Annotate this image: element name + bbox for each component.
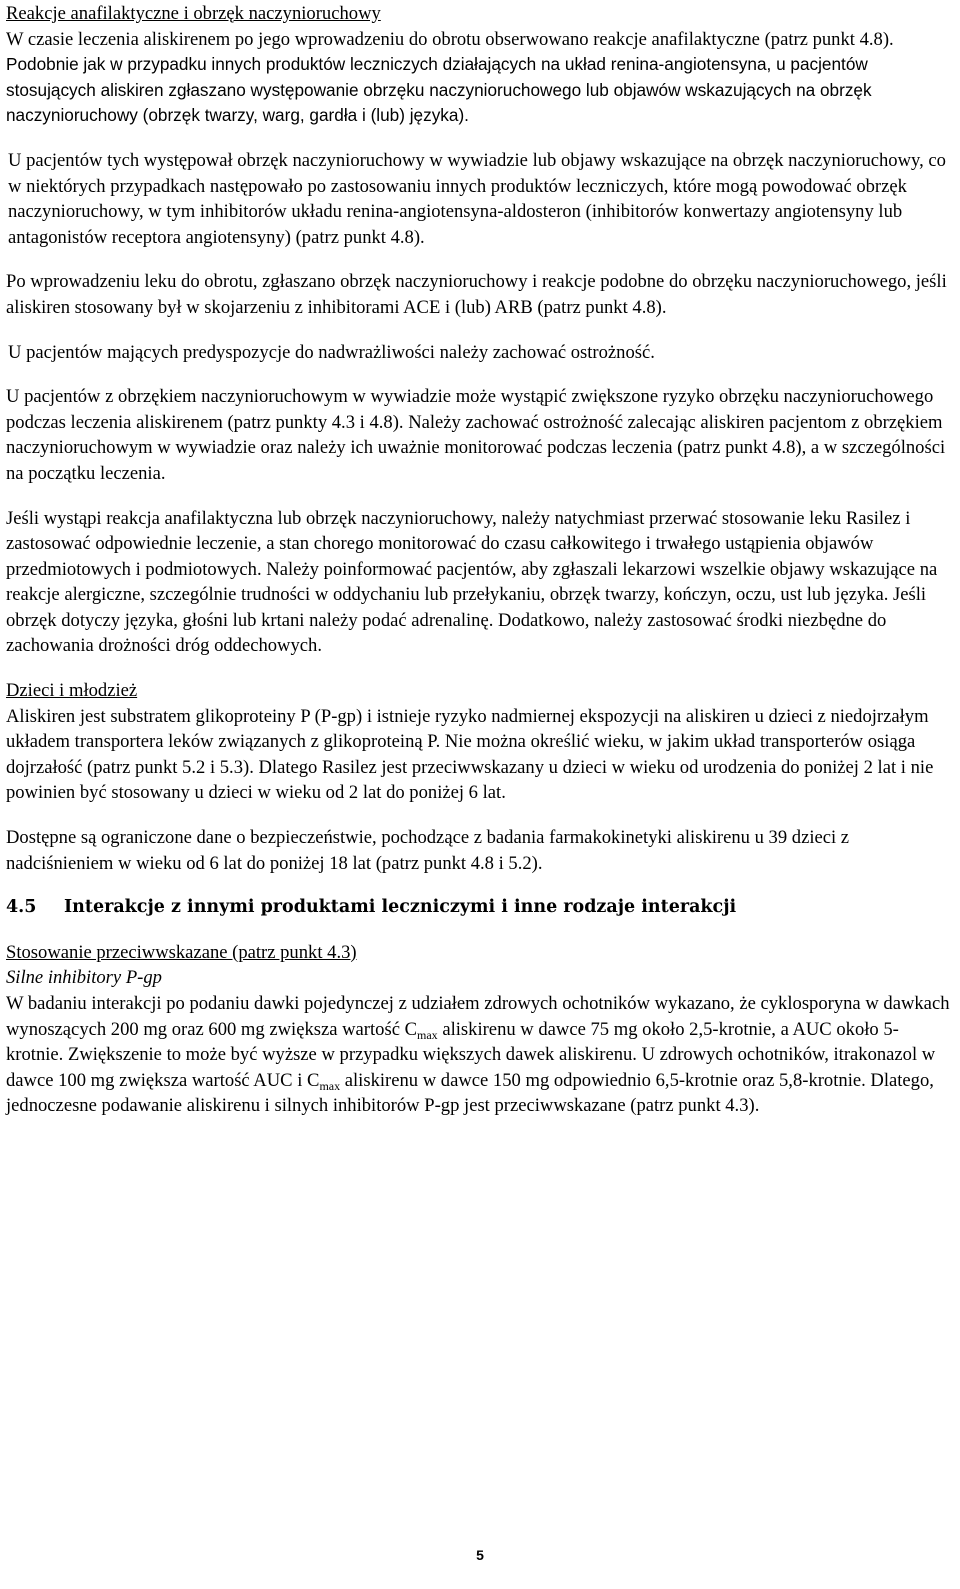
subheading-contraindicated: Stosowanie przeciwwskazane (patrz punkt 4.3) [6,941,357,963]
paragraph-anaphylaxis-2: U pacjentów tych występował obrzęk naczynioruchowy w wywiadzie lub objawy wskazujące na obrzęk naczynioruchowy, co w niektórych przypadkach następowało po zastosowaniu innych produktów leczniczych, które mogą powodować obrzęk naczynioruchowy, w tym inhibitorów układu renina-angiotensyna-aldosteron (inhibitorów konwertazy angiotensyny lub antagonistów receptora angiotensyny) (patrz punkt 4.8). [8,149,946,248]
section-heading-anaphylaxis: Reakcje anafilaktyczne i obrzęk naczynioruchowy [6,3,381,24]
paragraph-anaphylaxis-4: U pacjentów mających predyspozycje do nadwrażliwości należy zachować ostrożność. [8,341,655,363]
paragraph-anaphylaxis-5: U pacjentów z obrzękiem naczynioruchowym w wywiadzie może wystąpić zwiększone ryzyko obrzęku naczynioruchowego podczas leczenia aliskirenem (patrz punkty 4.3 i 4.8). Należy zachować ostrożność zalecając aliskiren pacjentom z obrzękiem naczynioruchowym w wywiadzie oraz należy ich uważnie monitorować podczas leczenia (patrz punkt 4.8), a w szczególności na początku leczenia. [6,386,946,484]
paragraph-interactions [6,991,951,1119]
paragraph-interactions-a: W badaniu interakcji po podaniu dawki pojedynczej z udziałem zdrowych ochotników wykazano, że cyklosporyna w dawkach wynoszących 200 mg oraz 600 mg zwiększa wartość C [6,993,950,1040]
paragraph-interactions-b: aliskirenu w dawce 75 mg około 2,5-krotnie, a AUC około 5-krotnie. Zwiększenie to może być wyższe w przypadku większych dawek aliskirenu. U zdrowych ochotników, itrakonazol w dawce 100 mg zwiększa wartość AUC i C [6,1018,936,1091]
paragraph-anaphylaxis-1a: W czasie leczenia aliskirenem po jego wprowadzeniu do obrotu obserwowano reakcje anafilaktyczne (patrz punkt 4.8). [6,28,894,50]
paragraph-anaphylaxis-6: Jeśli wystąpi reakcja anafilaktyczna lub obrzęk naczynioruchowy, należy natychmiast przerwać stosowanie leku Rasilez i zastosować odpowiednie leczenie, a stan chorego monitorować do czasu całkowitego i trwałego ustąpienia objawów przedmiotowych i podmiotowych. Należy poinformować pacjentów, aby zgłaszali lekarzowi wszelkie objawy wskazujące na reakcje alergiczne, szczególnie trudności w oddychaniu lub przełykaniu, obrzęk twarzy, kończyn, oczu, ust lub języka. Jeśli obrzęk dotyczy języka, głośni lub krtani należy podać adrenalinę. Dodatkowo, należy zastosować środki niezbędne do zachowania drożności dróg oddechowych. [6,507,938,657]
paragraph-children-1: Aliskiren jest substratem glikoproteiny P (P-gp) i istnieje ryzyko nadmiernej ekspozycji na aliskiren u dzieci z niedojrzałym układem transportera leków związanych z glikoproteiną P. Nie można określić wieku, w jakim układ transporterów osiąga dojrzałość (patrz punkt 5.2 i 5.3). Dlatego Rasilez jest przeciwwskazany u dzieci w wieku od urodzenia do poniżej 2 lat i nie powinien być stosowany u dzieci w wieku od 2 lat do poniżej 6 lat. [6,705,934,804]
paragraph-anaphylaxis-1 [6,27,951,129]
subscript-max-1: max [417,1027,438,1042]
paragraph-anaphylaxis-1b: Podobnie jak w przypadku innych produktów leczniczych działających na układ renina-angiotensyna, u pacjentów stosujących aliskiren zgłaszano występowanie obrzęku naczynioruchowego lub objawów wskazujących na obrzęk naczynioruchowy (obrzęk twarzy, warg, gardła i (lub) języka). [6,54,872,126]
section-heading-children: Dzieci i młodzież [6,680,138,702]
section-title: Interakcje z innymi produktami leczniczymi i inne rodzaje interakcji [64,897,737,918]
paragraph-children-2: Dostępne są ograniczone dane o bezpieczeństwie, pochodzące z badania farmakokinetyki aliskirenu u 39 dzieci z nadciśnieniem w wieku od 6 lat do poniżej 18 lat (patrz punkt 4.8 i 5.2). [6,827,850,874]
subheading-pgp-inhibitors: Silne inhibitory P-gp [6,967,162,989]
paragraph-interactions-c: aliskirenu w dawce 150 mg odpowiednio 6,5-krotnie oraz 5,8-krotnie. Dlatego, jednoczesne podawanie aliskirenu i silnych inhibitorów P-gp jest przeciwwskazane (patrz punkt 4.3). [6,1069,934,1117]
section-heading-4-5 [6,895,951,921]
page-number: 5 [476,1547,484,1563]
subscript-max-2: max [319,1078,341,1093]
paragraph-anaphylaxis-3: Po wprowadzeniu leku do obrotu, zgłaszano obrzęk naczynioruchowy i reakcje podobne do obrzęku naczynioruchowego, jeśli aliskiren stosowany był w skojarzeniu z inhibitorami ACE i (lub) ARB (patrz punkt 4.8). [6,271,947,318]
document-page [6,1,951,1119]
section-number: 4.5 [6,897,37,918]
